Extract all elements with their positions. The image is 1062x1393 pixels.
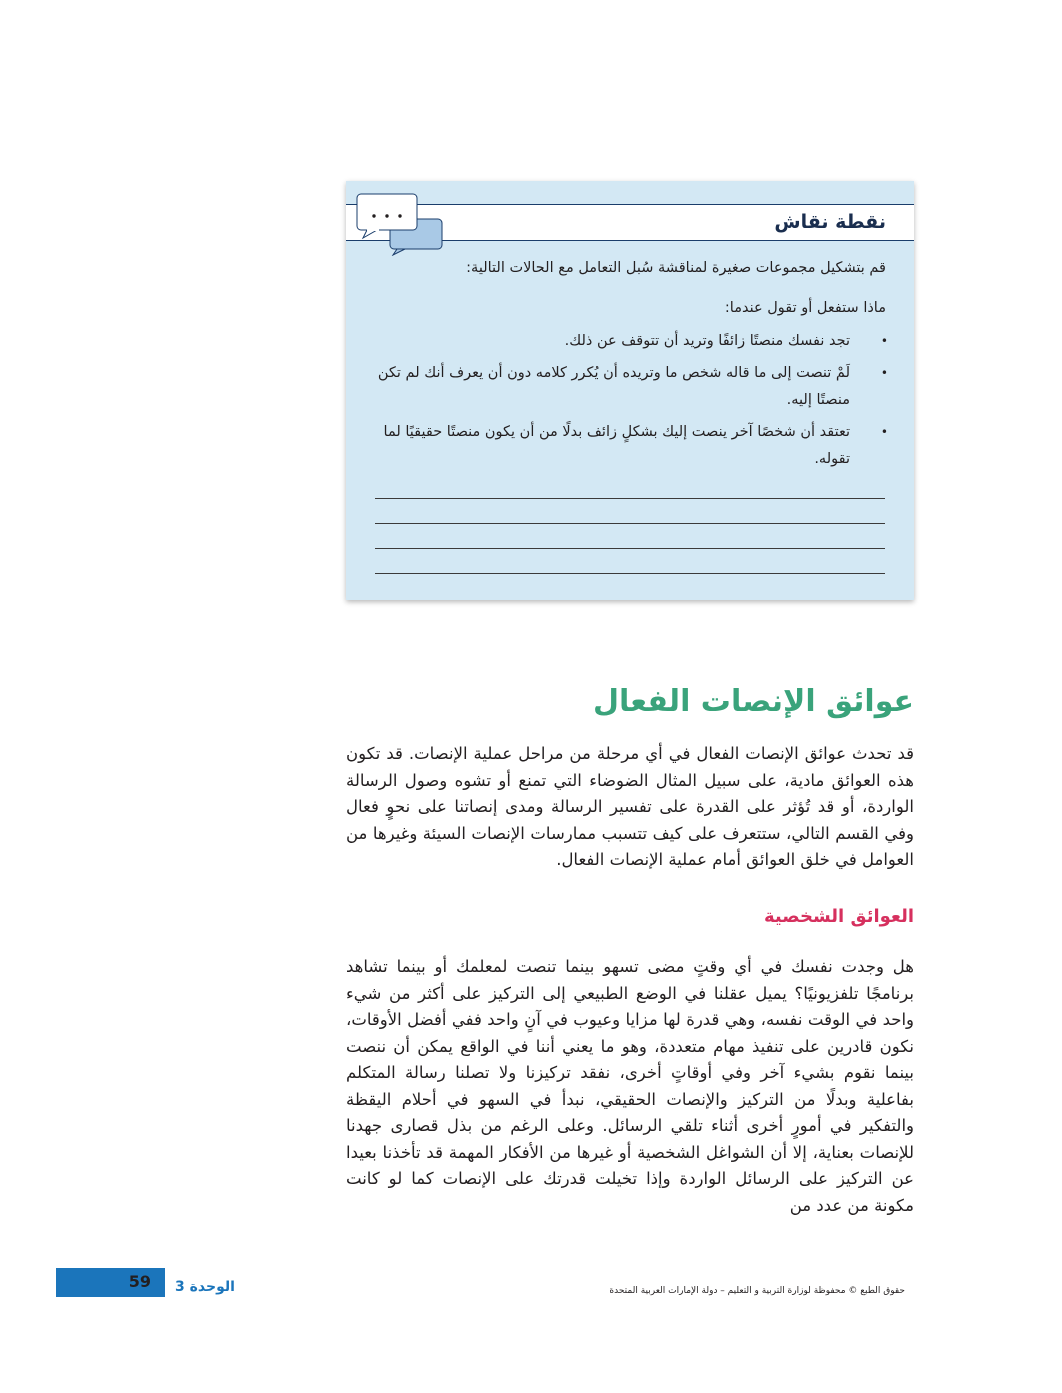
answer-line-1[interactable]	[375, 498, 885, 499]
page-number: 59	[128, 1272, 151, 1291]
footer-copyright: حقوق الطبع © محفوظة لوزارة التربية و التعليم – دولة الإمارات العربية المتحدة	[609, 1286, 905, 1296]
footer-unit-label: الوحدة 3	[175, 1279, 235, 1295]
discussion-box	[346, 181, 914, 600]
list-item: • لَمْ تنصت إلى ما قاله شخص ما وتريده أن يُكرر كلامه دون أن يعرف أنك لم تكن منصتًا إليه.	[364, 360, 864, 414]
page-number-band	[56, 1268, 165, 1297]
answer-line-4[interactable]	[375, 573, 885, 574]
discussion-bullets	[364, 328, 864, 478]
subsection-paragraph: هل وجدت نفسك في أي وقتٍ مضى تسهو بينما تنصت لمعلمك أو بينما تشاهد برنامجًا تلفزيونيًا؟ يميل عقلنا في الوضع الطبيعي إلى التركيز على أكثر من شيء واحد في الوقت نفسه، وهي قدرة لها مزايا وعيوب في آنٍ واحد ففي أفضل الأوقات، نكون قادرين على تنفيذ مهام متعددة، وهو ما يعني أننا في الواقع يمكن أن ننصت بينما نقوم بشيء آخر وفي أوقاتٍ أخرى، نفقد تركيزنا ولا تصلنا رسالة المتكلم بفاعلية وبدلًا من التركيز والإنصات الحقيقي، نبدأ في السهو في أحلام اليقظة والتفكير في أمورٍ أخرى أثناء تلقي الرسائل. وعلى الرغم من بذل قصارى جهدنا للإنصات بعناية، إلا أن الشواغل الشخصية أو غيرها من الأفكار المهمة قد تأخذنا بعيدا عن التركيز على الرسائل الواردة وإذا تخيلت قدرتك على الإنصات كما لو كانت مكونة من عدد من	[346, 957, 914, 1215]
answer-line-2[interactable]	[375, 523, 885, 524]
speech-bubbles-icon	[355, 192, 445, 256]
section-title: عوائق الإنصات الفعال	[592, 684, 914, 719]
discussion-intro: قم بتشكيل مجموعات صغيرة لمناقشة سُبل التعامل مع الحالات التالية:	[466, 260, 886, 276]
subsection-title: العوائق الشخصية	[763, 906, 914, 927]
discussion-prompt: ماذا ستفعل أو تقول عندما:	[724, 300, 886, 316]
list-item: • تعتقد أن شخصًا آخر ينصت إليك بشكلٍ زائف بدلًا من أن يكون منصتًا حقيقيًا لما تقوله.	[364, 419, 864, 473]
section-paragraph: قد تحدث عوائق الإنصات الفعال في أي مرحلة من مراحل عملية الإنصات. قد تكون هذه العوائق مادية، على سبيل المثال الضوضاء التي تمنع أو تشوه وصول الرسالة الواردة، أو قد تُؤثر على القدرة على تفسير الرسالة ومدى إنصاتنا على نحوٍ فعال وفي القسم التالي، ستتعرف على كيف تتسبب ممارسات الإنصات السيئة وغيرها من العوامل في خلق العوائق أمام عملية الإنصات الفعال.	[346, 744, 914, 869]
discussion-title: نقطة نقاش	[774, 211, 886, 233]
list-item: • تجد نفسك منصتًا زائفًا وتريد أن تتوقف عن ذلك.	[364, 328, 864, 355]
answer-line-3[interactable]	[375, 548, 885, 549]
